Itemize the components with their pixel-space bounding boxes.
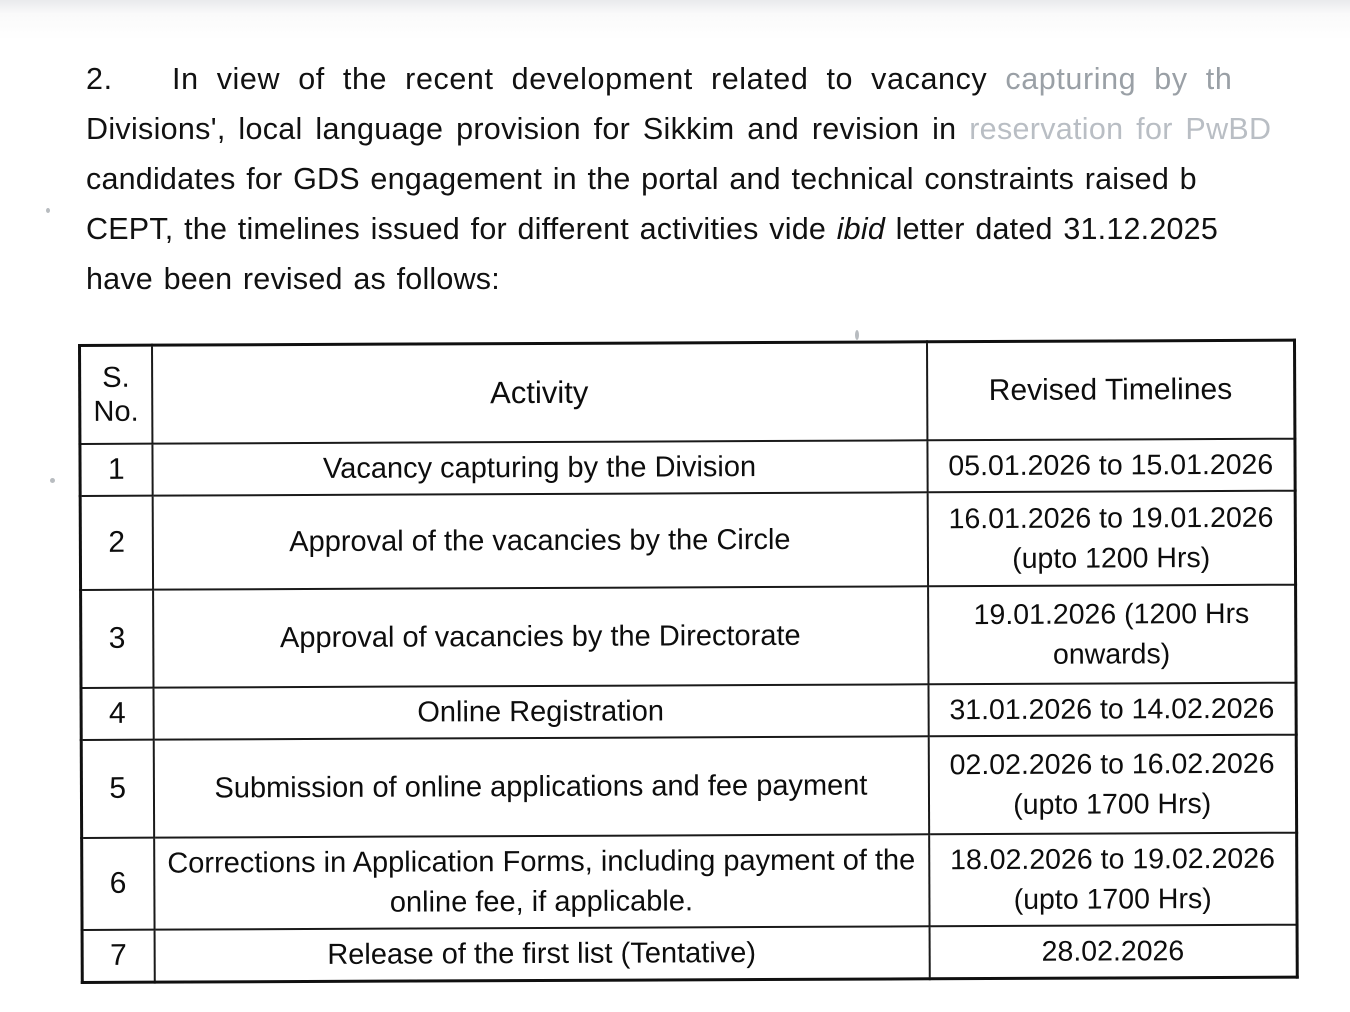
table-row [81,735,1296,838]
column-header-serial-number [80,345,152,444]
cell-timeline-line2: (upto 1200 Hrs) [1012,542,1211,575]
paragraph-line-3-clear: candidates for GDS engagement in the portal and technical constraints raised b [86,162,1197,196]
paragraph-line-2-clear: Divisions', local language provision for Sikkim and revision in [86,112,970,146]
paragraph-line-5-clear: have been revised as follows: [86,262,500,296]
cell-activity: Online Registration [153,684,928,739]
column-header-serial-line1: S. [102,361,130,394]
paragraph-line-5 [86,254,1350,304]
cell-timeline-line1: 05.01.2026 to 15.01.2026 [948,448,1274,483]
revised-timelines-table [78,339,1299,984]
cell-timeline [929,925,1297,979]
column-header-timelines: Revised Timelines [926,340,1294,440]
column-header-serial-line2: No. [93,395,139,428]
cell-serial-number: 4 [81,688,153,740]
table-row [80,439,1295,496]
cell-timeline-line1: 18.02.2026 to 19.02.2026 [949,842,1276,877]
paragraph-line-4-clear-b: letter dated 31.12.2025 [884,212,1218,246]
paragraph-line-4-clear-a: CEPT, the timelines issued for different activities vide [86,212,837,246]
paragraph-line-1-faded: capturing by th [1005,62,1233,96]
paragraph-line-2-faded: reservation for PwBD [969,112,1272,146]
cell-timeline-line2: (upto 1700 Hrs) [1013,883,1212,916]
paragraph-line-2 [86,104,1350,154]
scan-speck [50,478,55,483]
cell-serial-number: 7 [82,930,154,983]
cell-timeline-line1: 28.02.2026 [1041,935,1185,968]
cell-timeline-line2: (upto 1700 Hrs) [1013,788,1212,821]
cell-timeline [929,833,1297,927]
paragraph-line-1-clear: In view of the recent development related to vacancy [172,62,1006,96]
cell-serial-number: 1 [80,444,152,496]
cell-timeline [928,585,1296,685]
paragraph-line-3 [86,154,1350,204]
cell-serial-number: 5 [81,740,153,838]
cell-serial-number: 3 [81,590,153,688]
cell-timeline-line1: 31.01.2026 to 14.02.2026 [949,692,1275,727]
paragraph-line-4-italic: ibid [836,212,885,246]
cell-activity: Approval of the vacancies by the Circle [152,492,927,589]
paragraph-line-4 [86,204,1350,254]
cell-timeline-line1: 16.01.2026 to 19.01.2026 [948,501,1274,536]
cell-timeline [927,439,1295,493]
cell-timeline [927,491,1295,587]
cell-activity: Corrections in Application Forms, including payment of the online fee, if applicable. [154,834,929,929]
table-row [82,925,1297,983]
cell-timeline-line2: onwards) [1052,638,1171,671]
scan-speck [46,208,50,213]
paragraph-line-1 [86,54,1350,104]
cell-activity: Submission of online applications and fee payment [153,736,928,837]
cell-activity: Approval of vacancies by the Directorate [153,586,928,687]
cell-serial-number: 6 [82,838,154,930]
column-header-activity: Activity [152,342,927,444]
cell-timeline [928,683,1296,737]
timelines-table-wrapper [78,339,1296,984]
cell-timeline-line1: 19.01.2026 (1200 Hrs [973,597,1250,632]
cell-timeline-line1: 02.02.2026 to 16.02.2026 [949,747,1275,782]
table-row [81,585,1296,688]
paragraph-number: 2. [86,62,113,96]
table-header-row [80,340,1295,444]
table-row [80,491,1295,590]
table-row [82,833,1297,930]
table-row [81,683,1296,740]
cell-activity: Release of the first list (Tentative) [154,926,929,982]
paragraph-block [86,54,1350,304]
scan-speck [855,330,859,340]
cell-activity: Vacancy capturing by the Division [152,440,927,495]
cell-serial-number: 2 [80,496,152,590]
cell-timeline [928,735,1296,835]
